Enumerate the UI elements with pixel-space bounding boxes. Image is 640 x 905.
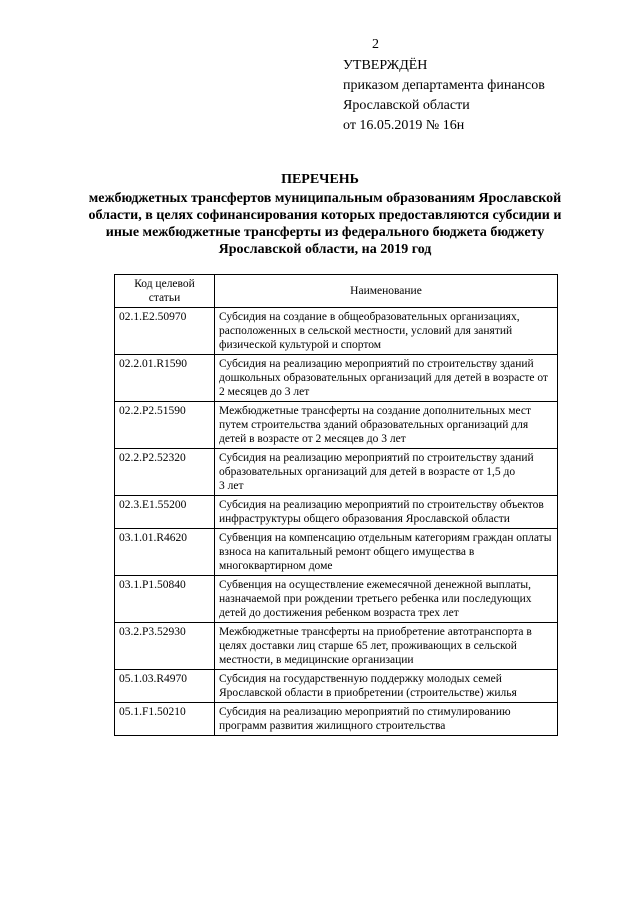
row-code: 02.2.P2.52320 xyxy=(115,449,215,496)
row-code: 03.1.P1.50840 xyxy=(115,576,215,623)
approval-line: приказом департамента финансов xyxy=(343,78,545,93)
row-code: 03.2.P3.52930 xyxy=(115,623,215,670)
table-row xyxy=(115,449,558,496)
header-code: Код целевой статьи xyxy=(115,275,215,308)
row-name: Субсидия на создание в общеобразовательных организациях, расположенных в сельской местности, условий для занятий физической культурой и спортом xyxy=(215,308,558,355)
page-number: 2 xyxy=(372,37,379,52)
row-name: Субсидия на реализацию мероприятий по строительству объектов инфраструктуры общего образования Ярославской области xyxy=(215,496,558,529)
transfers-table xyxy=(114,274,558,736)
row-code: 02.3.E1.55200 xyxy=(115,496,215,529)
document-subtitle: межбюджетных трансфертов муниципальным образованиям Ярославской области, в целях софинансирования которых предоставляются субсидии и иные межбюджетные трансферты из федерального бюджета бюджету Ярославской области, на 2019 год xyxy=(88,191,562,257)
row-name: Субсидия на государственную поддержку молодых семей Ярославской области в приобретении (строительстве) жилья xyxy=(215,670,558,703)
row-name: Межбюджетные трансферты на приобретение автотранспорта в целях доставки лиц старше 65 лет, проживающих в сельской местности, в медицинские организации xyxy=(215,623,558,670)
row-name: Субсидия на реализацию мероприятий по строительству зданий дошкольных образовательных организаций для детей в возрасте от 2 месяцев до 3 лет xyxy=(215,355,558,402)
table-row xyxy=(115,355,558,402)
approval-stamp xyxy=(343,56,545,136)
row-code: 05.1.F1.50210 xyxy=(115,703,215,736)
row-name: Субвенция на осуществление ежемесячной денежной выплаты, назначаемой при рождении третьего ребенка или последующих детей до достижения ребенком возраста трех лет xyxy=(215,576,558,623)
table-row xyxy=(115,576,558,623)
row-name: Субвенция на компенсацию отдельным категориям граждан оплаты взноса на капитальный ремонт общего имущества в многоквартирном доме xyxy=(215,529,558,576)
row-name: Межбюджетные трансферты на создание дополнительных мест путем строительства зданий образовательных организаций для детей в возрасте от 2 месяцев до 3 лет xyxy=(215,402,558,449)
header-name: Наименование xyxy=(215,275,558,308)
row-code: 02.2.P2.51590 xyxy=(115,402,215,449)
row-code: 02.2.01.R1590 xyxy=(115,355,215,402)
document-title: ПЕРЕЧЕНЬ xyxy=(281,172,359,187)
table-row xyxy=(115,703,558,736)
row-name: Субсидия на реализацию мероприятий по стимулированию программ развития жилищного строительства xyxy=(215,703,558,736)
row-code: 05.1.03.R4970 xyxy=(115,670,215,703)
table-row xyxy=(115,670,558,703)
table-row xyxy=(115,623,558,670)
row-code: 02.1.E2.50970 xyxy=(115,308,215,355)
table-row xyxy=(115,308,558,355)
approval-line: УТВЕРЖДЁН xyxy=(343,58,428,73)
approval-line: от 16.05.2019 № 16н xyxy=(343,118,465,133)
table-row xyxy=(115,496,558,529)
table-body xyxy=(115,308,558,736)
row-code: 03.1.01.R4620 xyxy=(115,529,215,576)
table-row xyxy=(115,529,558,576)
row-name: Субсидия на реализацию мероприятий по строительству зданий образовательных организаций для детей в возрасте от 1,5 до 3 лет xyxy=(215,449,558,496)
table-row xyxy=(115,402,558,449)
table-header-row xyxy=(115,275,558,308)
approval-line: Ярославской области xyxy=(343,98,470,113)
